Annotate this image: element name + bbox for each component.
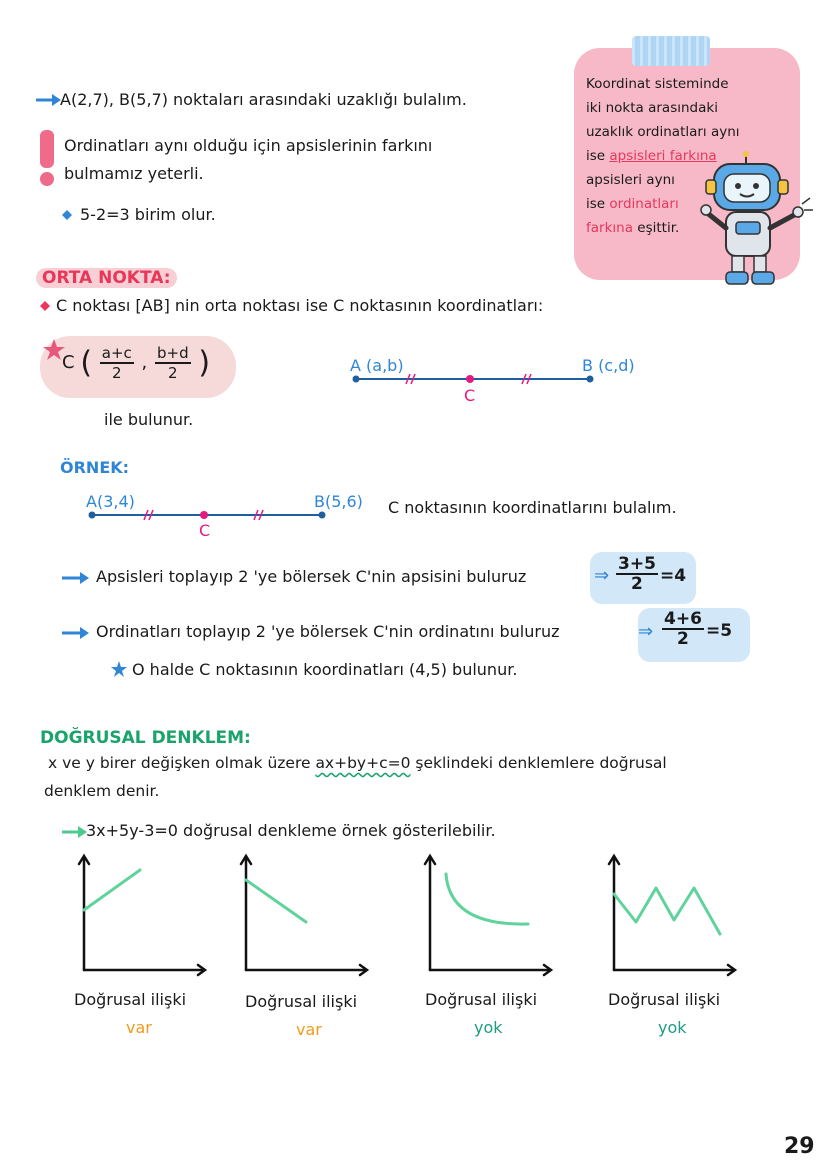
graph-3-verdict: yok [474, 1018, 503, 1037]
bullet-icon [62, 210, 72, 220]
graph-1-verdict: var [126, 1018, 152, 1037]
arrow-right-icon [60, 824, 88, 840]
note-line-5: apsisleri aynı [586, 172, 675, 188]
graph-2-linear-decreasing [232, 850, 372, 980]
graph-3-label: Doğrusal ilişki [425, 990, 538, 1009]
graph-3-curve [416, 850, 556, 980]
example-label-b: B(5,6) [314, 492, 363, 511]
midpoint-intro: C noktası [AB] nin orta noktası ise C noktasının koordinatları: [56, 296, 544, 315]
step-2-text: Ordinatları toplayıp 2 'ye bölersek C'nin ordinatını buluruz [96, 622, 560, 641]
linear-definition-line-2: denklem denir. [44, 782, 160, 800]
linear-heading: DOĞRUSAL DENKLEM: [40, 728, 251, 748]
step-1-text: Apsisleri toplayıp 2 'ye bölersek C'nin apsisini buluruz [96, 567, 527, 586]
midpoint-formula: C ( $\frac{a+c}{2}$ , $\frac{b+d}{2}$ ) [62, 344, 211, 382]
implies-icon: ⇒ [638, 621, 654, 642]
segment-label-c: C [464, 386, 476, 405]
midpoint-heading: ORTA NOKTA: [36, 268, 177, 288]
note-highlight-fark: farkına [586, 220, 633, 236]
example-heading: ÖRNEK: [60, 458, 130, 477]
star-icon [110, 660, 128, 678]
step-2-fraction: $\frac{4+6}{2}$ [664, 609, 702, 649]
linear-example: 3x+5y-3=0 doğrusal denkleme örnek gösterilebilir. [86, 821, 496, 840]
example-label-c: C [199, 521, 211, 540]
example-task: C noktasının koordinatlarını bulalım. [388, 498, 677, 517]
graph-4-verdict: yok [658, 1018, 687, 1037]
note-line-4: ise apsisleri farkına [586, 148, 717, 164]
step-1-result: =4 [660, 566, 687, 586]
arrow-right-icon [34, 92, 62, 108]
step-1-fraction: $\frac{3+5}{2}$ [618, 554, 656, 594]
linear-equation-form: ax+by+c=0 [315, 754, 411, 772]
graph-1-label: Doğrusal ilişki [74, 990, 187, 1009]
implies-icon: ⇒ [594, 565, 610, 586]
distance-problem: A(2,7), B(5,7) noktaları arasındaki uzaklığı bulalım. [60, 90, 467, 109]
robot-illustration [700, 150, 816, 294]
arrow-right-icon [60, 625, 90, 641]
segment-label-b: B (c,d) [582, 356, 635, 375]
arrow-right-icon [60, 570, 90, 586]
segment-label-a: A (a,b) [350, 356, 404, 375]
bullet-icon [40, 301, 50, 311]
fraction-x: $\frac{a+c}{2}$ [101, 344, 132, 382]
note-highlight-ordinat: ordinatları [609, 196, 679, 212]
exclamation-icon [36, 128, 58, 188]
warning-line-1: Ordinatları aynı olduğu için apsislerinin farkını [64, 136, 433, 155]
page-number: 29 [784, 1134, 815, 1159]
graph-1-linear-increasing [70, 850, 210, 980]
example-label-a: A(3,4) [86, 492, 135, 511]
graph-2-verdict: var [296, 1020, 322, 1039]
fraction-y: $\frac{b+d}{2}$ [156, 344, 189, 382]
note-line-6: ise ordinatları [586, 196, 679, 212]
step-2-result: =5 [706, 621, 733, 641]
note-line-7: farkına eşittir. [586, 220, 680, 236]
formula-found: ile bulunur. [104, 410, 194, 429]
tape-decoration [632, 36, 710, 66]
note-highlight-apsis: apsisleri farkına [609, 148, 717, 164]
note-line-2: iki nokta arasındaki [586, 100, 718, 116]
graph-4-label: Doğrusal ilişki [608, 990, 721, 1009]
linear-definition-line-1: x ve y birer değişken olmak üzere ax+by+c=0 şeklindeki denklemlere doğrusal [48, 754, 667, 772]
note-line-3: uzaklık ordinatları aynı [586, 124, 740, 140]
warning-line-2: bulmamız yeterli. [64, 164, 204, 183]
note-line-1: Koordinat sisteminde [586, 76, 729, 92]
distance-result: 5-2=3 birim olur. [80, 205, 216, 224]
graph-4-zigzag [600, 850, 740, 980]
graph-2-label: Doğrusal ilişki [245, 992, 358, 1011]
example-conclusion: O halde C noktasının koordinatları (4,5) bulunur. [132, 660, 518, 679]
